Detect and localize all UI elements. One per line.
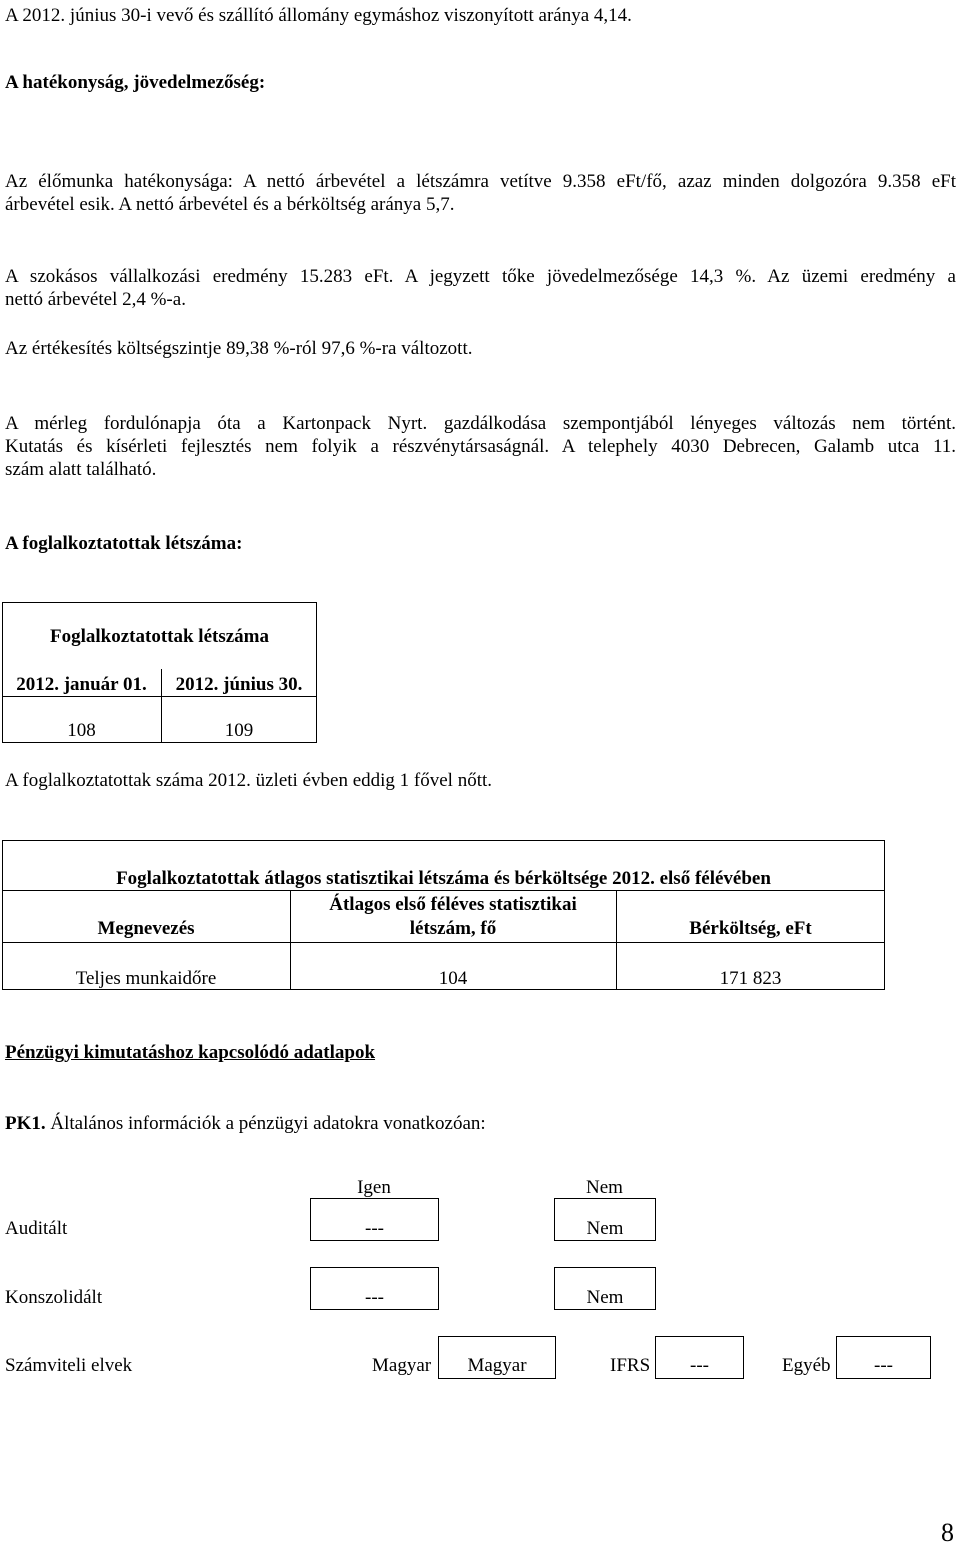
accounting-label: Számviteli elvek: [5, 1355, 133, 1376]
page-number: 8: [941, 1518, 954, 1547]
heading-financial-datasheets: Pénzügyi kimutatáshoz kapcsolódó adatlapok: [5, 1042, 376, 1063]
pk1-line: [5, 1113, 486, 1135]
pk1-text: Általános információk a pénzügyi adatokra vonatkozóan:: [50, 1113, 486, 1134]
pk1-header-no: Nem: [586, 1177, 623, 1198]
paragraph-line: árbevétel esik. A nettó árbevétel és a bérköltség aránya 5,7.: [5, 194, 455, 215]
paragraph-sales-cost-level: Az értékesítés költségszintje 89,38 %-ról 97,6 %-ra változott.: [5, 338, 473, 359]
paragraph-receivables-ratio: A 2012. június 30-i vevő és szállító állomány egymáshoz viszonyított aránya 4,14.: [5, 5, 632, 26]
avg-col-header-headcount-unit: létszám, fő: [409, 918, 497, 939]
table-divider: [2, 942, 885, 943]
consolidated-label: Konszolidált: [5, 1287, 103, 1308]
paragraph-line: Kutatás és kísérleti fejlesztés nem folyik a részvénytársaságnál. A telephely 4030 Debrecen, Galamb utca 11.: [5, 436, 956, 457]
headcount-value-jun: 109: [224, 720, 254, 741]
consolidated-no-value: Nem: [586, 1287, 624, 1308]
paragraph-line: szám alatt található.: [5, 459, 157, 480]
headcount-note: A foglalkoztatottak száma 2012. üzleti évben eddig 1 fővel nőtt.: [5, 770, 493, 791]
headcount-value-jan: 108: [67, 720, 96, 741]
accounting-opt1-value: Magyar: [467, 1355, 527, 1376]
avg-row-label: Teljes munkaidőre: [75, 968, 217, 989]
table-divider: [2, 890, 885, 891]
avg-col-header-wage: Bérköltség, eFt: [689, 918, 812, 939]
pk1-label: PK1.: [5, 1113, 46, 1134]
headcount-table-title: Foglalkoztatottak létszáma: [50, 626, 269, 647]
accounting-opt3-value: ---: [874, 1355, 893, 1376]
paragraph-balance-events: [5, 412, 956, 481]
audited-label: Auditált: [5, 1218, 68, 1239]
heading-efficiency: A hatékonyság, jövedelmezőség:: [5, 72, 266, 93]
paragraph-business-result: [5, 265, 956, 311]
audited-no-value: Nem: [586, 1218, 624, 1239]
paragraph-line: A mérleg fordulónapja óta a Kartonpack Nyrt. gazdálkodása szempontjából lényeges változás nem történt.: [5, 413, 956, 434]
paragraph-line: Az élőmunka hatékonysága: A nettó árbevétel a létszámra vetítve 9.358 eFt/fő, azaz minden dolgozóra 9.358 eFt: [5, 171, 956, 192]
heading-headcount: A foglalkoztatottak létszáma:: [5, 533, 243, 554]
accounting-opt2-value: ---: [690, 1355, 709, 1376]
avg-row-headcount: 104: [438, 968, 468, 989]
avg-row-wage: 171 823: [719, 968, 782, 989]
headcount-col-header-jun: 2012. június 30.: [175, 674, 303, 695]
paragraph-line: nettó árbevétel 2,4 %-a.: [5, 289, 186, 310]
paragraph-line: A szokásos vállalkozási eredmény 15.283 eFt. A jegyzett tőke jövedelmezősége 14,3 %. Az üzemi eredmény a: [5, 266, 956, 287]
audited-yes-value: ---: [365, 1218, 384, 1239]
accounting-opt3-label: Egyéb: [782, 1355, 831, 1376]
consolidated-yes-value: ---: [365, 1287, 384, 1308]
pk1-header-yes: Igen: [357, 1177, 391, 1198]
headcount-col-header-jan: 2012. január 01.: [16, 674, 147, 695]
accounting-opt2-label: IFRS: [610, 1355, 651, 1376]
accounting-opt1-label: Magyar: [372, 1355, 432, 1376]
table-divider: [2, 696, 317, 697]
avg-table-title: Foglalkoztatottak átlagos statisztikai létszáma és bérköltsége 2012. első félévében: [116, 868, 771, 889]
paragraph-labor-efficiency: [5, 170, 956, 216]
avg-col-header-name: Megnevezés: [97, 918, 195, 939]
avg-col-header-headcount: Átlagos első féléves statisztikai: [329, 894, 577, 915]
